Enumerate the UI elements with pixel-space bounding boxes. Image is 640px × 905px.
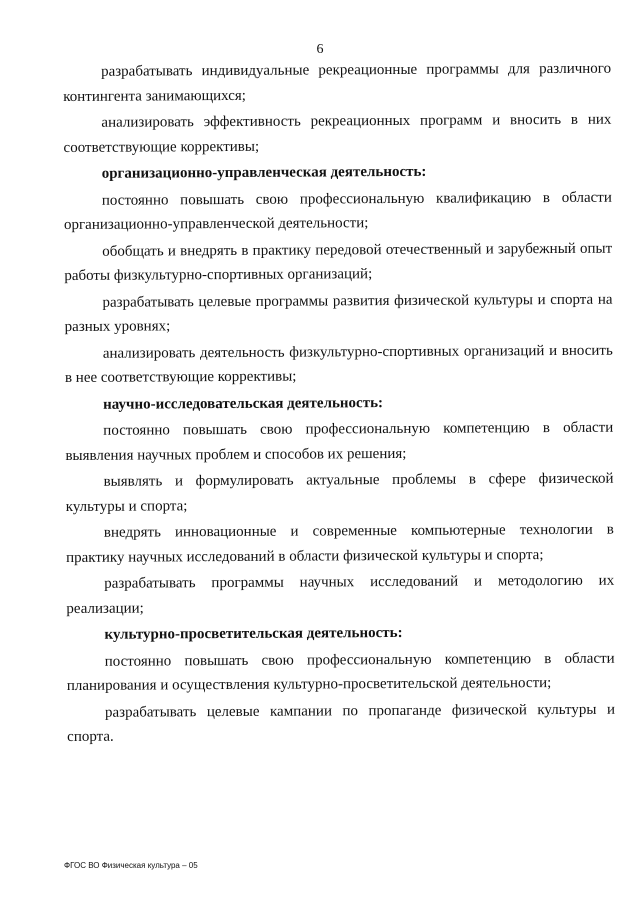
document-body [63,57,615,752]
paragraph: разрабатывать целевые программы развития физической культуры и спорта на разных уровнях; [64,291,613,335]
paragraph: анализировать эффективность рекреационных программ и вносить в них соответствующие коррективы; [63,111,612,156]
paragraph: обобщать и внедрять в практику передовой отечественный и зарубежный опыт работы физкультурно-спортивных организаций; [64,240,613,284]
paragraph: постоянно повышать свою профессиональную компетенцию в области планирования и осуществления культурно-просветительской деятельности; [66,650,615,694]
paragraph: постоянно повышать свою профессиональную квалификацию в области организационно-управленческой деятельности; [63,189,612,233]
paragraph: разрабатывать программы научных исследований и методологию их реализации; [66,572,615,617]
page-number: 6 [316,42,324,57]
section-heading: культурно-просветительская деятельность: [104,624,403,643]
footer-text: ФГОС ВО Физическая культура – 05 [64,861,198,870]
paragraph: выявлять и формулировать актуальные проблемы в сфере физической культуры и спорта; [65,470,614,515]
paragraph: разрабатывать целевые кампании по пропаганде физической культуры и спорта. [67,701,616,745]
paragraph: внедрять инновационные и современные компьютерные технологии в практику научных исследований в области физической культуры и спорта; [65,521,614,566]
section-heading: организационно-управленческая деятельность: [101,163,427,182]
section-heading: научно-исследовательская деятельность: [103,394,384,413]
paragraph: разрабатывать индивидуальные рекреационные программы для различного контингента занимающихся; [63,60,612,105]
paragraph: постоянно повышать свою профессиональную компетенцию в области выявления научных проблем и способов их решения; [65,419,614,464]
paragraph: анализировать деятельность физкультурно-спортивных организаций и вносить в нее соответствующие коррективы; [64,342,613,386]
